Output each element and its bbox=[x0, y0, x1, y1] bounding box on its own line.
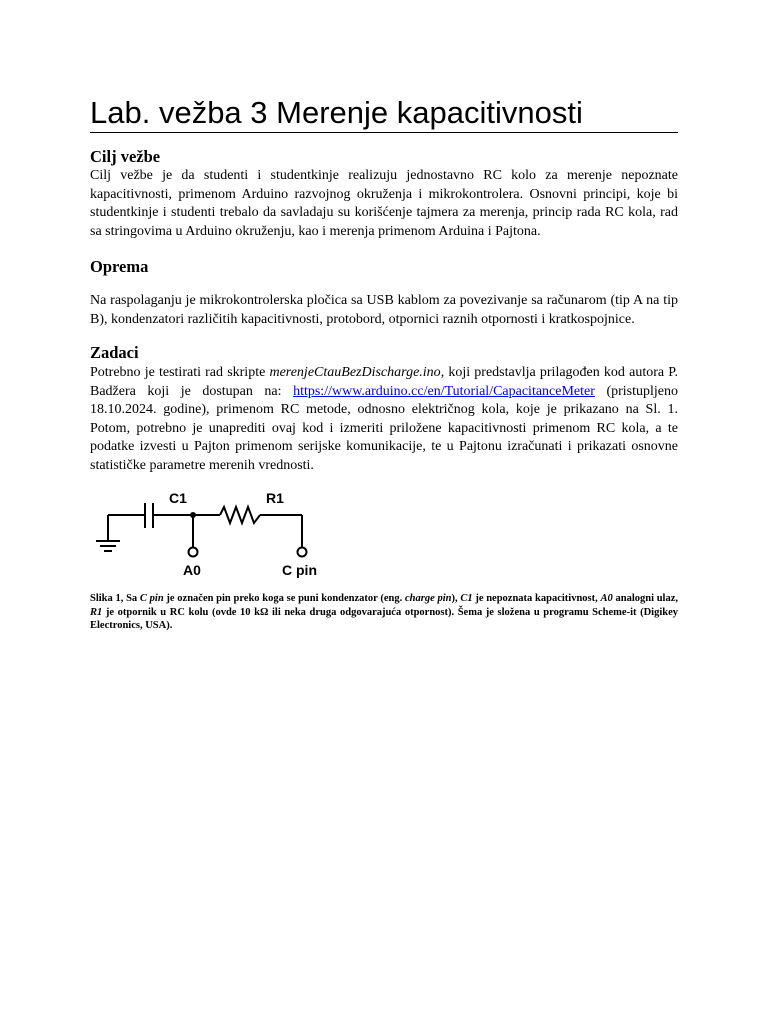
document-title: Lab. vežba 3 Merenje kapacitivnosti bbox=[90, 95, 583, 130]
cpin-label: C pin bbox=[282, 562, 317, 578]
caption-text: je označen pin preko koga se puni kondenzator (eng. bbox=[163, 593, 405, 604]
caption-text: je nepoznata kapacitivnost, bbox=[472, 593, 601, 604]
caption-term: C pin bbox=[139, 593, 164, 604]
figure-caption bbox=[90, 592, 678, 633]
cpin-terminal bbox=[298, 548, 307, 557]
tasks-heading: Zadaci bbox=[90, 343, 139, 362]
caption-term: A0 bbox=[600, 593, 613, 604]
rc-circuit-schematic bbox=[90, 487, 326, 579]
a0-label: A0 bbox=[183, 562, 201, 578]
tasks-text-3: (pristupljeno 18.10.2024. godine), primenom RC metode, odnosno električnog kola, koje je prikazano na Sl. 1. Potom, potrebno je unaprediti ovaj kod i izmeriti priložene kapacitivnosti primenom RC kola, a te podatke izvesti u Pajton primenom serijske komunikacije, te u Pajtonu izračunati i prikazati osnovne statističke parametre merenih vrednosti. bbox=[90, 383, 678, 473]
goal-heading: Cilj vežbe bbox=[90, 147, 161, 166]
goal-paragraph: Cilj vežbe je da studenti i studentkinje realizuju jednostavno RC kolo za merenje nepoznate kapacitivnosti, primenom Arduino razvojnog okruženja i mikrokontrolera. Osnovni principi, koje bi studentkinje i studenti trebalo da savladaju su korišćenje tajmera za merenja, princip rada RC kola, rad sa stringovima u Arduino okruženju, kao i merenja primenom Arduina i Pajtona. bbox=[90, 168, 678, 239]
r1-label: R1 bbox=[266, 490, 284, 506]
a0-terminal bbox=[189, 548, 198, 557]
caption-text: analogni ulaz, bbox=[612, 593, 679, 604]
caption-text: Slika 1, Sa bbox=[90, 593, 140, 604]
title-rule bbox=[90, 132, 678, 133]
equipment-paragraph: Na raspolaganju je mikrokontrolerska pločica sa USB kablom za povezivanje sa računarom (tip A na tip B), kondenzatori različitih kapacitivnosti, protobord, otpornici raznih otpornosti i kratkospojnice. bbox=[90, 293, 678, 327]
tasks-text-2: , koji predstavlja prilagođen kod autora P. Badžera koji je dostupan na: bbox=[90, 365, 678, 399]
tasks-text-1: Potrebno je testirati rad skripte bbox=[90, 365, 270, 380]
tasks-paragraph bbox=[90, 364, 678, 476]
capacitance-meter-link[interactable]: https://www.arduino.cc/en/Tutorial/CapacitanceMeter bbox=[293, 383, 595, 399]
caption-term: charge pin bbox=[404, 593, 452, 604]
junction-dot bbox=[190, 512, 196, 518]
c1-label: C1 bbox=[169, 490, 187, 506]
caption-text: ), bbox=[451, 593, 461, 604]
caption-term: C1 bbox=[460, 593, 473, 604]
equipment-heading: Oprema bbox=[90, 257, 149, 276]
caption-text: je otpornik u RC kolu (ovde 10 kΩ ili neka druga odgovarajuća otpornost). Šema je složena u programu Scheme-it (Digikey Electronics, USA). bbox=[90, 606, 678, 631]
resistor-symbol bbox=[220, 507, 260, 523]
sketch-file-name: merenjeCtauBezDischarge.ino bbox=[269, 365, 441, 380]
caption-term: R1 bbox=[90, 606, 103, 618]
